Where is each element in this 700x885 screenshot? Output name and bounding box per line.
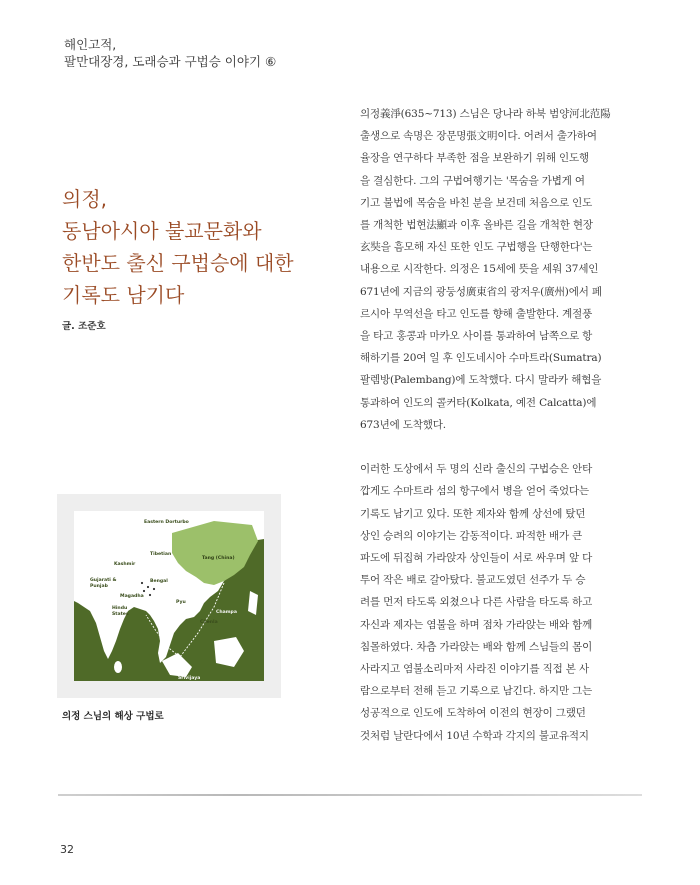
body-line: 을 결심한다. 그의 구법여행기는 '목숨을 가볍게 여 bbox=[360, 174, 585, 187]
article-body bbox=[360, 103, 616, 747]
title-line: 동남아시아 불교문화와 bbox=[62, 219, 262, 243]
footer-rule bbox=[58, 794, 642, 796]
map-figure bbox=[57, 494, 281, 698]
label-chenla: Chenla bbox=[200, 620, 218, 625]
article-title bbox=[62, 183, 332, 311]
label-kashmir: Kashmir bbox=[114, 562, 136, 567]
label-punjab: Punjab bbox=[90, 584, 108, 589]
body-line: 내용으로 시작한다. 의정은 15세에 뜻을 세워 37세인 bbox=[360, 263, 599, 276]
body-line: 를 개척한 법현法顯과 이후 올바른 길을 개척한 현장 bbox=[360, 219, 593, 232]
body-line: 통과하여 인도의 콜커타(Kolkata, 예전 Calcatta)에 bbox=[360, 396, 597, 409]
series-header bbox=[64, 36, 276, 70]
body-line: 의정義淨(635~713) 스님은 당나라 하북 범양河北范陽 bbox=[360, 108, 611, 120]
sea-route-map bbox=[74, 511, 264, 681]
label-tang: Tang (China) bbox=[202, 556, 235, 561]
series-line-1: 해인고적, bbox=[64, 37, 117, 52]
label-bengal: Bengal bbox=[150, 579, 168, 584]
body-line: 려를 먼저 타도록 외쳤으나 다른 사람을 타도록 하고 bbox=[360, 596, 593, 609]
body-line: 르시아 무역선을 타고 인도를 향해 출발한다. 계절풍 bbox=[360, 307, 593, 320]
title-line: 한반도 출신 구법승에 대한 bbox=[62, 251, 294, 275]
body-line: 침몰하였다. 차츰 가라앉는 배와 함께 스님들의 몸이 bbox=[360, 640, 593, 653]
label-gujarat: Gujarati & bbox=[90, 578, 117, 583]
site-dot bbox=[143, 590, 145, 592]
body-line: 상인 승려의 이야기는 감동적이다. 파적한 배가 큰 bbox=[360, 529, 583, 542]
body-line: 것처럼 날란다에서 10년 수학과 각지의 불교유적지 bbox=[360, 729, 589, 742]
label-srivijaya: Srivijaya bbox=[178, 676, 201, 681]
body-line: 673년에 도착했다. bbox=[360, 418, 446, 431]
label-tibetian: Tibetian bbox=[150, 552, 172, 557]
body-line: 투어 작은 배로 갈아탔다. 불교도였던 선주가 두 승 bbox=[360, 574, 586, 587]
label-magadha: Magadha bbox=[120, 594, 144, 599]
body-line: 출생으로 속명은 장문명張文明이다. 어려서 출가하여 bbox=[360, 130, 597, 143]
paragraph-gap bbox=[360, 436, 616, 458]
title-line: 기록도 남기다 bbox=[62, 283, 185, 307]
body-line: 자신과 제자는 염불을 하며 점차 가라앉는 배와 함께 bbox=[360, 618, 593, 631]
label-eastern-dorturbo: Eastern Dorturbo bbox=[144, 520, 189, 525]
body-line: 팔렘방(Palembang)에 도착했다. 다시 말라카 해협을 bbox=[360, 374, 602, 387]
body-line: 해하기를 20여 일 후 인도네시아 수마트라(Sumatra) bbox=[360, 352, 602, 365]
body-line: 이러한 도상에서 두 명의 신라 출신의 구법승은 안타 bbox=[360, 463, 593, 476]
body-line: 사라지고 염불소리마저 사라진 이야기를 직접 본 사 bbox=[360, 663, 589, 676]
title-line: 의정, bbox=[62, 187, 107, 211]
body-line: 파도에 뒤집혀 가라앉자 상인들이 서로 싸우며 앞 다 bbox=[360, 552, 593, 565]
body-line: 玄奘을 흠모해 자신 또한 인도 구법행을 단행한다'는 bbox=[360, 241, 593, 254]
author-byline: 글. 조준호 bbox=[62, 321, 106, 332]
label-pyu: Pyu bbox=[176, 600, 186, 605]
site-dot bbox=[141, 582, 143, 584]
label-champa: Champa bbox=[216, 610, 237, 615]
body-line: 기고 불법에 목숨을 바친 분을 보건데 처음으로 인도 bbox=[360, 196, 593, 209]
figure-caption: 의정 스님의 해상 구법로 bbox=[62, 711, 164, 722]
label-states: States bbox=[112, 612, 129, 617]
site-dot bbox=[153, 588, 155, 590]
body-line: 을 타고 홍콩과 마카오 사이를 통과하여 남쪽으로 항 bbox=[360, 330, 593, 343]
body-line: 671년에 지금의 광둥성廣東省의 광저우(廣州)에서 페 bbox=[360, 285, 602, 298]
body-line: 람으로부터 전해 듣고 기록으로 남긴다. 하지만 그는 bbox=[360, 685, 593, 698]
body-line: 율장을 연구하다 부족한 점을 보완하기 위해 인도행 bbox=[360, 152, 589, 165]
series-line-2: 팔만대장경, 도래승과 구법승 이야기 ⑥ bbox=[64, 54, 277, 69]
site-dot bbox=[149, 594, 151, 596]
body-line: 성공적으로 인도에 도착하여 이전의 현장이 그랬던 bbox=[360, 707, 586, 720]
body-line: 깝게도 수마트라 섬의 항구에서 병을 얻어 죽었다는 bbox=[360, 485, 589, 498]
page-number: 32 bbox=[60, 843, 74, 856]
body-line: 기록도 남기고 있다. 또한 제자와 함께 상선에 탔던 bbox=[360, 507, 586, 520]
site-dot bbox=[147, 586, 149, 588]
label-hindu: Hindu bbox=[112, 606, 128, 611]
sri-lanka bbox=[114, 661, 122, 673]
